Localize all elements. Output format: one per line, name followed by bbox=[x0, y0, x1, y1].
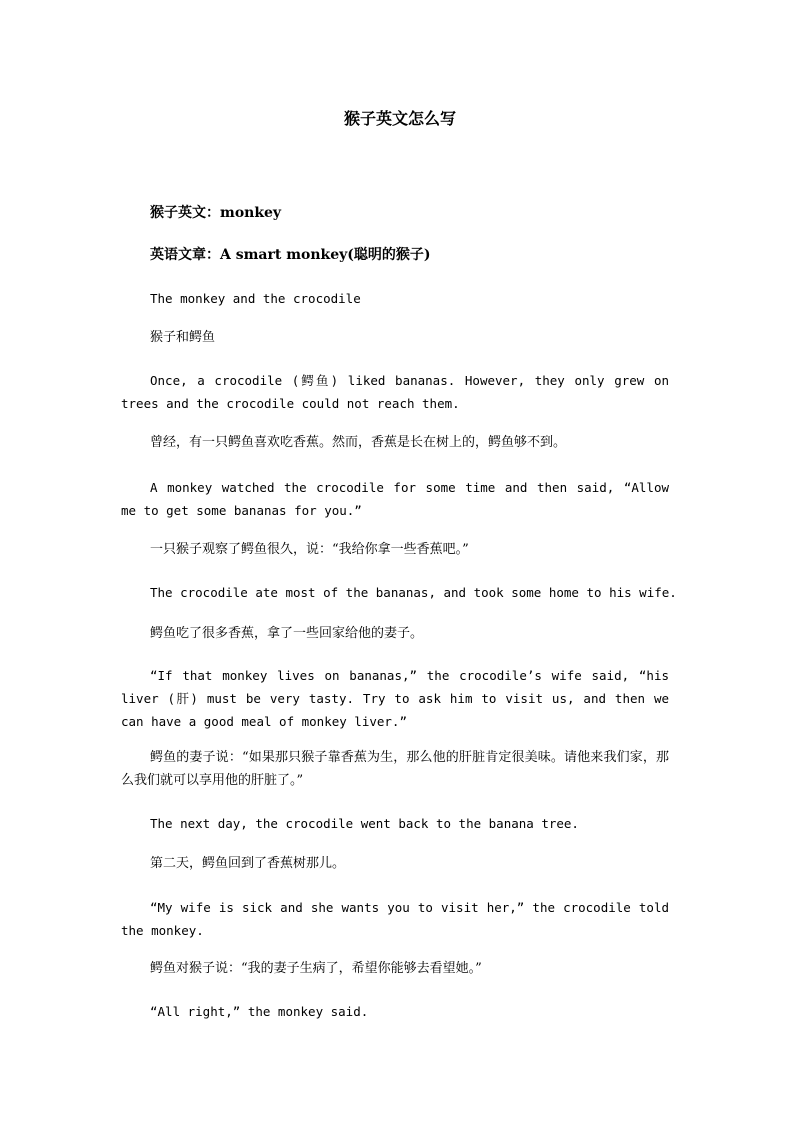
paragraph-en-3: The crocodile ate most of the bananas, and took some home to his wife. bbox=[150, 585, 677, 600]
paragraph-zh-5: 第二天，鳄鱼回到了香蕉树那儿。 bbox=[150, 856, 346, 871]
paragraph-en-4: “If that monkey lives on bananas,” the crocodile’s wife said, “his liver (肝) must be very tasty. Try to ask him to visit us, and then we can have a good meal of monkey liver.” bbox=[121, 668, 669, 729]
paragraph-zh-2: 一只猴子观察了鳄鱼很久，说：“我给你拿一些香蕉吧。” bbox=[150, 542, 469, 557]
paragraph-en-7: “All right,” the monkey said. bbox=[150, 1004, 369, 1019]
paragraph-en-6: “My wife is sick and she wants you to visit her,” the crocodile told the monkey. bbox=[121, 900, 669, 938]
page-title: 猴子英文怎么写 bbox=[343, 109, 456, 128]
heading-monkey-english: 猴子英文：monkey bbox=[150, 205, 282, 221]
paragraph-en-title: The monkey and the crocodile bbox=[150, 291, 361, 306]
paragraph-zh-1: 曾经，有一只鳄鱼喜欢吃香蕉。然而，香蕉是长在树上的，鳄鱼够不到。 bbox=[150, 435, 567, 450]
paragraph-zh-6: 鳄鱼对猴子说：“我的妻子生病了，希望你能够去看望她。” bbox=[150, 961, 482, 976]
paragraph-zh-4: 鳄鱼的妻子说：“如果那只猴子靠香蕉为生，那么他的肝脏肯定很美味。请他来我们家，那么我们就可以享用他的肝脏了。” bbox=[121, 750, 669, 788]
paragraph-zh-3: 鳄鱼吃了很多香蕉，拿了一些回家给他的妻子。 bbox=[150, 626, 424, 641]
paragraph-en-1: Once, a crocodile (鳄鱼) liked bananas. However, they only grew on trees and the crocodile could not reach them. bbox=[121, 373, 669, 411]
paragraph-en-2: A monkey watched the crocodile for some time and then said, “Allow me to get some bananas for you.” bbox=[121, 480, 669, 518]
paragraph-en-5: The next day, the crocodile went back to the banana tree. bbox=[150, 816, 579, 831]
heading-english-article: 英语文章：A smart monkey(聪明的猴子) bbox=[150, 247, 431, 263]
paragraph-zh-title: 猴子和鳄鱼 bbox=[150, 330, 216, 345]
